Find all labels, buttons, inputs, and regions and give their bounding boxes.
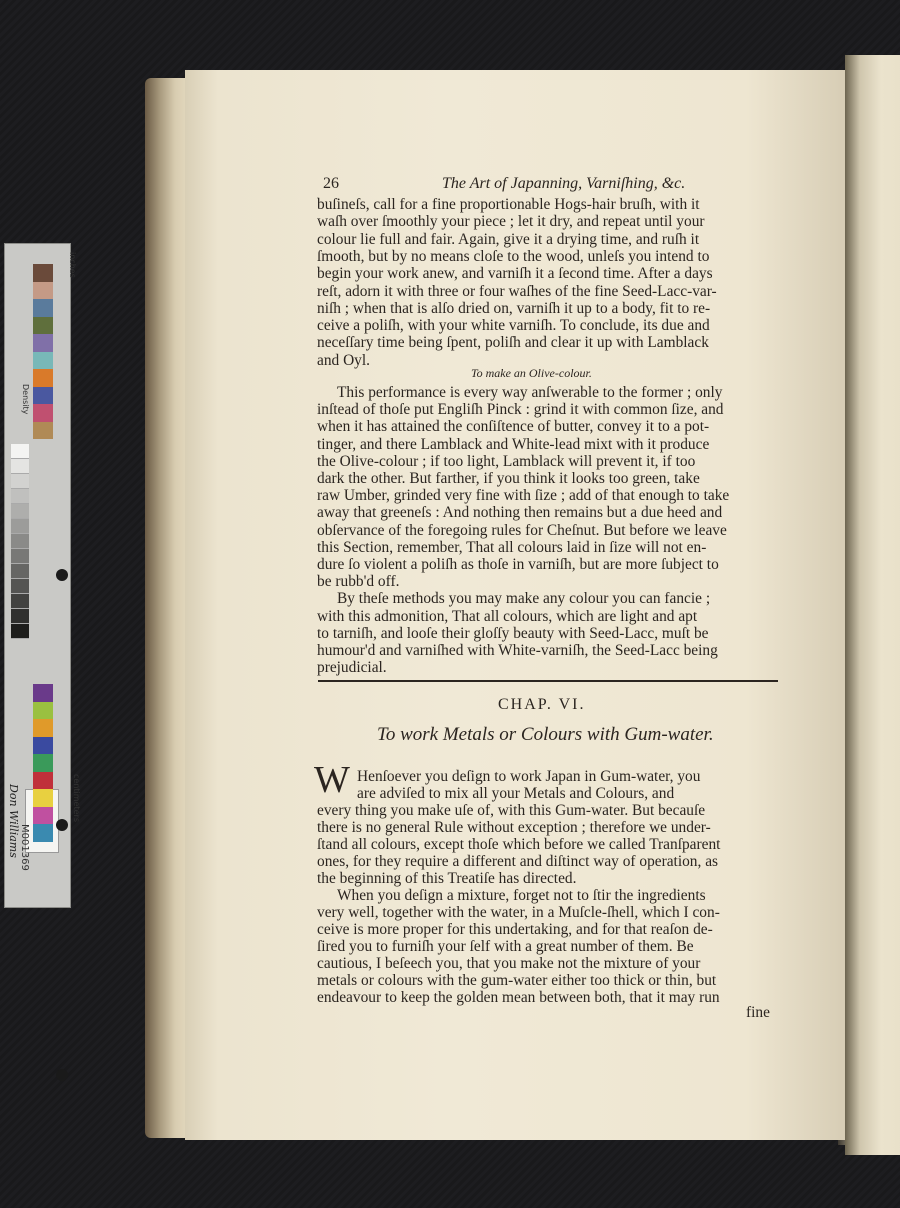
text-line: metals or colours with the gum-water either too thick or thin, but xyxy=(317,972,717,989)
text-line: and Oyl. xyxy=(317,351,371,369)
color-swatch xyxy=(33,772,53,790)
color-swatches xyxy=(33,264,61,439)
strip-hole-bottom xyxy=(56,1069,68,1081)
text-line: to tarniſh, and looſe their gloſſy beauty with Seed-Lacc, muſt be xyxy=(317,624,709,642)
text-line: away that greeneſs : And nothing then remains but a due heed and xyxy=(317,504,723,522)
text-line: Henſoever you deſign to work Japan in Gum-water, you xyxy=(357,768,701,785)
color-swatch xyxy=(33,719,53,737)
color-swatch xyxy=(33,824,53,842)
text-line: By theſe methods you may make any colour you can fancie ; xyxy=(337,590,711,608)
text-line: obſervance of the foregoing rules for Cheſnut. But before we leave xyxy=(317,521,727,539)
text-line: dark the other. But farther, if you think it looks too green, take xyxy=(317,470,700,487)
color-swatches-lower xyxy=(33,684,61,842)
drop-cap: W xyxy=(314,759,350,801)
text-line: reſt, adorn it with three or four waſhes of the fine Seed-Lacc-var- xyxy=(317,282,717,300)
text-line: buſineſs, call for a fine proportionable Hogs-hair bruſh, with it xyxy=(317,196,700,213)
color-swatch xyxy=(33,702,53,720)
text-line: raw Umber, grinded very fine with ſize ; add of that enough to take xyxy=(317,487,730,505)
strip-hole-middle xyxy=(56,819,68,831)
color-swatch xyxy=(33,387,53,405)
color-swatch xyxy=(33,369,53,387)
gray-patch xyxy=(11,534,29,549)
gray-patch xyxy=(11,594,29,609)
text-line: inſtead of thoſe put Engliſh Pinck : grind it with common ſize, and xyxy=(317,401,724,419)
section-rule xyxy=(318,680,778,682)
color-swatch xyxy=(33,404,53,422)
text-line: ceive is more proper for this undertaking, and for that reaſon de- xyxy=(317,921,713,938)
text-line: ſired you to furniſh your ſelf with a great number of them. Be xyxy=(317,938,694,955)
strip-inches-label: inches xyxy=(68,252,77,278)
gray-patch xyxy=(11,444,29,459)
color-calibration-strip xyxy=(4,243,81,908)
color-swatch xyxy=(33,264,53,282)
gray-patch xyxy=(11,519,29,534)
gray-patch xyxy=(11,474,29,489)
text-line: this Section, remember, That all colours laid in ſize will not en- xyxy=(317,538,707,556)
text-line: tinger, and there Lamblack and White-lead mixt with it produce xyxy=(317,435,710,453)
page-number: 26 xyxy=(323,175,339,192)
strip-hole-top xyxy=(56,569,68,581)
color-swatch xyxy=(33,352,53,370)
gray-patch xyxy=(11,579,29,594)
text-line: ones, for they require a different and diſtinct way of operation, as xyxy=(317,853,719,870)
text-line: niſh ; when that is alſo dried on, varniſh it up to a body, fit to re- xyxy=(317,299,711,317)
strip-id-label: M001369 xyxy=(19,824,30,871)
text-line: ſtand all colours, except thoſe which before we called Tranſparent xyxy=(317,836,721,853)
strip-density-label: Density xyxy=(21,384,30,415)
color-swatch xyxy=(33,754,53,772)
gray-patch xyxy=(11,504,29,519)
gray-scale xyxy=(11,444,29,639)
text-line: with this admonition, That all colours, which are light and apt xyxy=(317,607,698,625)
catchword: fine xyxy=(746,1004,770,1021)
color-swatch xyxy=(33,737,53,755)
running-title: The Art of Japanning, Varniſhing, &c. xyxy=(442,175,686,192)
text-line: waſh over ſmoothly your piece ; let it dry, and repeat until your xyxy=(317,213,705,231)
color-swatch xyxy=(33,807,53,825)
text-line: cautious, I beſeech you, that you make not the mixture of your xyxy=(317,955,701,972)
text-line: When you deſign a mixture, forget not to ſtir the ingredients xyxy=(337,887,706,904)
color-swatch xyxy=(33,422,53,440)
facing-page-edge xyxy=(845,55,900,1155)
text-line: the Olive-colour ; if too light, Lamblack will prevent it, if too xyxy=(317,452,696,470)
gray-patch xyxy=(11,489,29,504)
text-line: are adviſed to mix all your Metals and Colours, and xyxy=(357,785,675,802)
text-line: the beginning of this Treatiſe has directed. xyxy=(317,870,577,887)
text-line: when it has attained the conſiſtence of butter, convey it to a pot- xyxy=(317,418,710,436)
text-line: colour lie full and fair. Again, give it a drying time, and ruſh it xyxy=(317,230,700,248)
text-line: be rubb'd off. xyxy=(317,573,400,591)
text-line: ſmooth, but by no means cloſe to the wood, unleſs you intend to xyxy=(317,247,710,265)
text-line: ceive a poliſh, with your white varniſh. To conclude, its due and xyxy=(317,317,710,335)
color-swatch xyxy=(33,282,53,300)
gray-patch xyxy=(11,549,29,564)
strip-signature: Don Williams xyxy=(7,784,20,858)
subheading-olive: To make an Olive-colour. xyxy=(471,366,592,380)
chapter-heading: CHAP. VI. xyxy=(498,696,586,713)
text-line: begin your work anew, and varniſh it a ſecond time. After a days xyxy=(317,265,713,283)
color-swatch xyxy=(33,789,53,807)
color-swatch xyxy=(33,299,53,317)
gray-patch xyxy=(11,459,29,474)
color-swatch xyxy=(33,317,53,335)
strip-centimeters-label: centimeters xyxy=(72,774,81,822)
color-swatch xyxy=(33,334,53,352)
text-line: This performance is every way anſwerable to the former ; only xyxy=(337,384,723,401)
text-line: endeavour to keep the golden mean between both, that it may run xyxy=(317,989,720,1006)
text-line: every thing you make uſe of, with this Gum-water. But becauſe xyxy=(317,802,706,819)
text-line: there is no general Rule without exception ; therefore we under- xyxy=(317,819,711,836)
text-line: humour'd and varniſhed with White-varniſh, the Seed-Lacc being xyxy=(317,642,718,659)
text-line: very well, together with the water, in a Muſcle-ſhell, which I con- xyxy=(317,904,720,921)
gray-patch xyxy=(11,609,29,624)
text-line: dure ſo violent a poliſh as thoſe in varniſh, but are more ſubject to xyxy=(317,556,719,573)
chapter-title: To work Metals or Colours with Gum-water. xyxy=(377,724,714,745)
text-line: neceſſary time being ſpent, poliſh and clear it up with Lamblack xyxy=(317,334,709,352)
text-line: prejudicial. xyxy=(317,659,387,677)
color-swatch xyxy=(33,684,53,702)
gray-patch xyxy=(11,624,29,639)
gray-patch xyxy=(11,564,29,579)
